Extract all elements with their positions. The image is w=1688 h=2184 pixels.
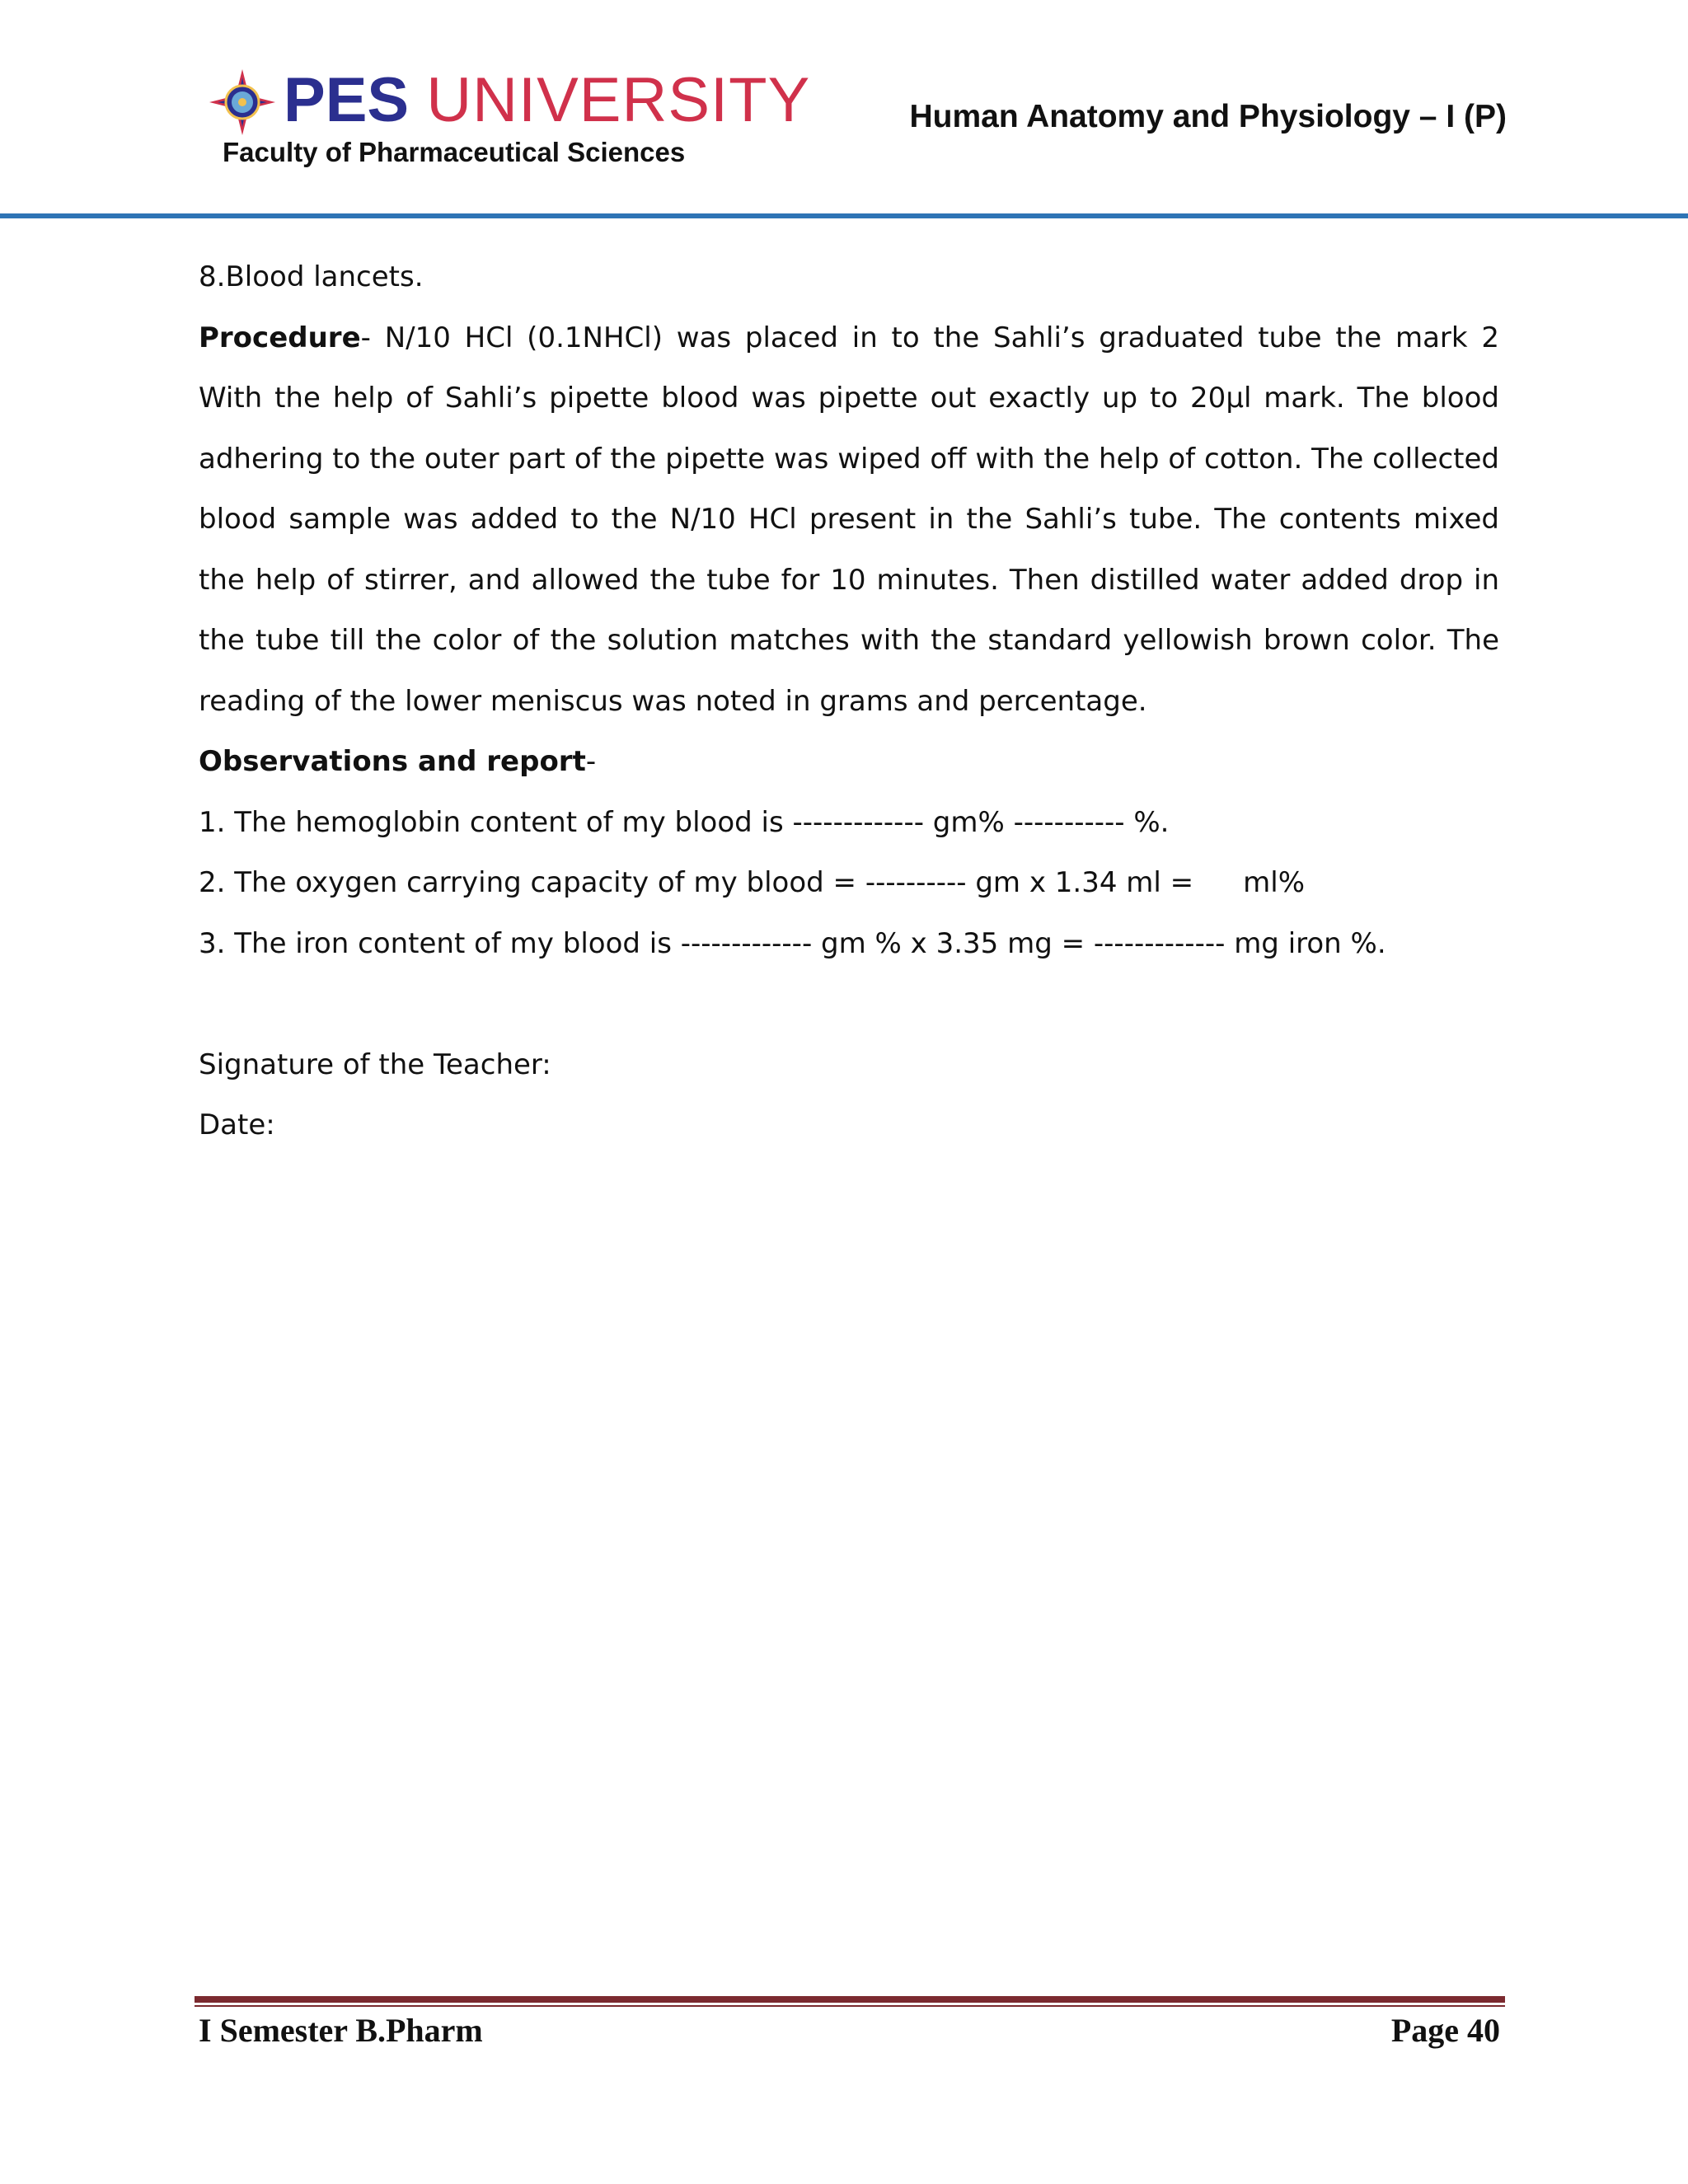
observations-label: Observations and report xyxy=(199,745,586,778)
procedure-text-1: - N/10 HCl (0.1NHCl) was placed in to the Sahli’s graduated tube the mark 2 xyxy=(360,321,1499,354)
observations-suffix: - xyxy=(585,745,597,778)
observation-2 xyxy=(199,853,1499,914)
logo-wordmark xyxy=(284,66,810,135)
procedure-line-6: the tube till the color of the solution matches with the standard yellowish brown color. The xyxy=(199,624,1499,657)
procedure-line-7: reading of the lower meniscus was noted in grams and percentage. xyxy=(199,684,1147,718)
footer-divider xyxy=(195,1996,1505,2003)
footer-page-number: Page 40 xyxy=(1390,2012,1500,2049)
observations-heading xyxy=(199,732,1499,793)
page-content xyxy=(199,247,1499,1156)
course-title: Human Anatomy and Physiology – I (P) xyxy=(909,99,1507,134)
observation-2-text: 2. The oxygen carrying capacity of my blood = ---------- gm x 1.34 ml = xyxy=(199,866,1194,899)
footer-divider-thin xyxy=(195,2005,1505,2007)
footer-semester: I Semester B.Pharm xyxy=(199,2012,483,2049)
procedure-label: Procedure xyxy=(199,321,361,354)
date-label: Date: xyxy=(199,1108,275,1141)
procedure-line-3: adhering to the outer part of the pipette was wiped off with the help of cotton. The collected xyxy=(199,442,1499,476)
observation-2-unit: ml% xyxy=(1243,866,1306,899)
pes-university-logo xyxy=(208,64,811,138)
page-header xyxy=(0,0,1688,223)
procedure-line-1 xyxy=(199,308,1499,369)
faculty-name: Faculty of Pharmaceutical Sciences xyxy=(223,137,686,167)
header-divider xyxy=(0,213,1688,218)
procedure-line-4: blood sample was added to the N/10 HCl present in the Sahli’s tube. The contents mixed xyxy=(199,503,1499,536)
logo-pes: PES xyxy=(284,65,410,135)
procedure-line-2: With the help of Sahli’s pipette blood was pipette out exactly up to 20µl mark. The blood xyxy=(199,382,1499,415)
item-8: 8.Blood lancets. xyxy=(199,260,424,293)
observation-3: 3. The iron content of my blood is ------------- gm % x 3.35 mg = ------------- mg iron %. xyxy=(199,926,1386,960)
teacher-signature-label: Signature of the Teacher: xyxy=(199,1047,551,1081)
pes-emblem-icon xyxy=(208,68,277,137)
logo-university: UNIVERSITY xyxy=(426,65,811,135)
observation-1: 1. The hemoglobin content of my blood is ------------- gm% ----------- %. xyxy=(199,805,1170,839)
procedure-line-5: the help of stirrer, and allowed the tube for 10 minutes. Then distilled water added drop in xyxy=(199,563,1499,597)
